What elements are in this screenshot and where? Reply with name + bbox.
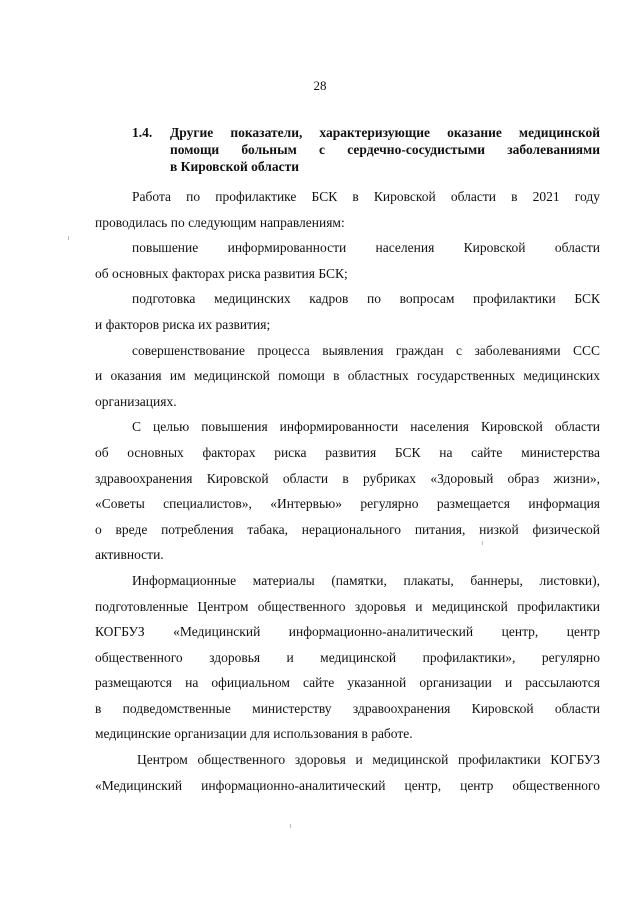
section-title-line: в Кировской области <box>170 159 299 174</box>
paragraph <box>95 338 600 415</box>
text-line: С целью повышения информированности населения Кировской области <box>132 419 600 435</box>
scan-speck <box>290 824 291 828</box>
text-line: в подведомственные министерству здравоохранения Кировской области <box>95 700 600 716</box>
paragraph <box>95 286 600 337</box>
text-line: организациях. <box>95 393 177 409</box>
text-line: повышение информированности населения Кировской области <box>132 240 600 256</box>
paragraph <box>95 235 600 286</box>
text-line: о вреде потребления табака, нерационального питания, низкой физической <box>95 521 600 537</box>
scan-speck <box>68 236 69 240</box>
text-line: медицинские организации для использования в работе. <box>95 726 413 742</box>
text-line: об основных факторах риска развития БСК на сайте министерства <box>95 444 600 460</box>
scan-speck <box>482 541 483 545</box>
text-line: здравоохранения Кировской области в рубриках «Здоровый образ жизни», <box>95 470 600 486</box>
document-body <box>95 184 600 798</box>
text-line: об основных факторах риска развития БСК; <box>95 265 348 281</box>
paragraph <box>95 568 600 747</box>
paragraph <box>95 747 600 798</box>
section-heading <box>132 124 600 175</box>
text-line: и факторов риска их развития; <box>95 316 271 332</box>
text-line: подготовленные Центром общественного здоровья и медицинской профилактики <box>95 598 600 614</box>
section-title-line: Другие показатели, характеризующие оказание медицинской <box>170 125 600 140</box>
section-number: 1.4. <box>132 125 153 140</box>
paragraph <box>95 184 600 235</box>
text-line: Центром общественного здоровья и медицинской профилактики КОГБУЗ <box>137 752 600 768</box>
text-line: и оказания им медицинской помощи в областных государственных медицинских <box>95 368 600 384</box>
text-line: активности. <box>95 547 164 563</box>
text-line: подготовка медицинских кадров по вопросам профилактики БСК <box>132 291 600 307</box>
text-line: «Советы специалистов», «Интервью» регулярно размещается информация <box>95 496 600 512</box>
page-number: 28 <box>313 78 327 93</box>
text-line: Работа по профилактике БСК в Кировской области в 2021 году <box>132 189 600 204</box>
text-line: Информационные материалы (памятки, плакаты, баннеры, листовки), <box>132 572 600 588</box>
text-line: «Медицинский информационно-аналитический центр, центр общественного <box>95 777 600 793</box>
text-line: КОГБУЗ «Медицинский информационно-аналитический центр, центр <box>95 624 600 640</box>
section-title <box>170 124 600 175</box>
section-title-line: помощи больным с сердечно-сосудистыми заболеваниями <box>170 142 600 157</box>
text-line: проводилась по следующим направлениям: <box>95 214 345 230</box>
text-line: совершенствование процесса выявления граждан с заболеваниями ССС <box>132 342 600 358</box>
paragraph <box>95 414 600 568</box>
text-line: общественного здоровья и медицинской профилактики», регулярно <box>95 649 600 665</box>
text-line: размещаются на официальном сайте указанной организации и рассылаются <box>95 675 600 691</box>
